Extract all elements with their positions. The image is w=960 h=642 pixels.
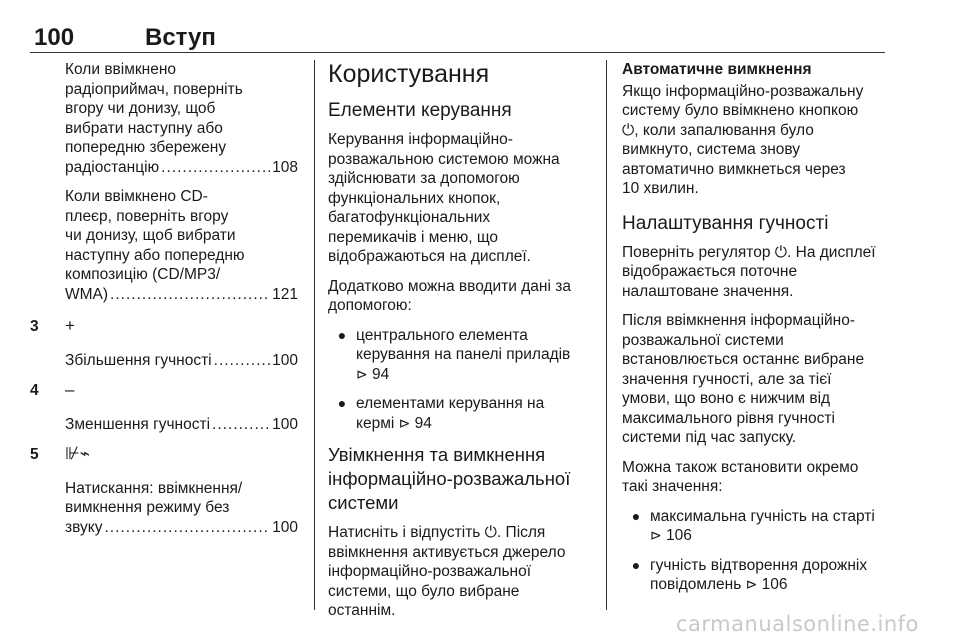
text-line: автоматично вимкнеться через	[622, 160, 846, 178]
page-ref-arrow-icon: ⊳	[745, 576, 758, 592]
text-line: ⏻, коли запалювання було	[622, 121, 814, 139]
list-item	[622, 507, 890, 546]
text-line: Додатково можна вводити дані за	[328, 277, 571, 295]
column-divider-2	[606, 60, 607, 610]
toc-text: звуку	[65, 518, 103, 536]
text-line: вимкнення режиму без	[65, 499, 230, 516]
paragraph	[328, 523, 590, 621]
paragraph	[622, 243, 890, 302]
text-line: Після ввімкнення інформаційно-	[622, 312, 856, 329]
paragraph	[328, 130, 590, 267]
text-line: інформаційно-розважальної	[328, 468, 571, 489]
text-line: Коли ввімкнено CD-	[65, 188, 208, 205]
toc-line	[65, 415, 298, 435]
toc-line	[65, 518, 298, 538]
item-4	[30, 380, 298, 401]
text-line: відображаються на дисплеї.	[328, 248, 531, 265]
toc-line	[65, 158, 298, 178]
text-line: Якщо інформаційно-розважальну	[622, 82, 864, 100]
page-ref[interactable]: 106	[761, 576, 788, 593]
text-line: системи, що було вибране	[328, 582, 520, 600]
text-line: гучність відтворення дорожніх	[650, 556, 868, 574]
column-divider-1	[314, 60, 315, 610]
text-line: максимальна гучність на старті	[650, 507, 875, 525]
text-line: кермі	[356, 414, 395, 432]
column-3	[622, 60, 890, 605]
text-line: систему було ввімкнено кнопкою	[622, 102, 859, 119]
text-line: максимального рівня гучності	[622, 409, 835, 427]
page-ref[interactable]: 106	[666, 527, 692, 544]
bullet-icon: ●	[337, 326, 347, 343]
text-line: останнім.	[328, 602, 396, 619]
item-number: 3	[30, 318, 39, 335]
watermark: carmanualsonline.info	[676, 612, 919, 636]
bullet-icon: ●	[631, 556, 641, 573]
paragraph	[328, 277, 590, 316]
list-item	[328, 326, 590, 385]
text-line: інформаційно-розважальної	[328, 563, 532, 580]
mute-icon: ⊮⌁	[65, 444, 91, 463]
page-ref-arrow-icon: ⊳	[356, 365, 368, 382]
item-number: 5	[30, 446, 39, 463]
subsection-title: Налаштування гучності	[622, 212, 829, 234]
page-header	[30, 18, 885, 53]
toc-text: Зменшення гучності	[65, 415, 211, 433]
page-ref[interactable]: 108	[272, 158, 298, 176]
toc-text: Збільшення гучності	[65, 351, 212, 369]
paragraph	[622, 82, 890, 199]
text-line: центрального елемента	[356, 326, 528, 344]
text-line: Поверніть регулятор ⏻. На дисплеї	[622, 243, 876, 261]
toc-line	[65, 351, 298, 371]
text-line: вимкнуто, система знову	[622, 141, 801, 158]
page-number: 100	[34, 24, 75, 51]
cd-block	[30, 187, 298, 304]
toc-text: радіостанцію	[65, 158, 160, 176]
text-line: вгору чи донизу, щоб	[65, 100, 216, 117]
text-line: наступну або попередню	[65, 246, 245, 264]
bullet-icon: ●	[337, 395, 347, 411]
page-ref-arrow-icon: ⊳	[398, 414, 411, 431]
text-line: допомогою:	[328, 297, 412, 314]
bullet-icon: ●	[631, 507, 641, 524]
paragraph	[622, 458, 890, 497]
list-item	[622, 556, 890, 595]
page-ref[interactable]: 94	[372, 365, 390, 383]
text-line: радіоприймач, поверніть	[65, 80, 243, 98]
toc-text: WMA)	[65, 285, 109, 303]
text-line: елементами керування на	[356, 395, 545, 412]
text-line: Можна також встановити окремо	[622, 458, 859, 476]
text-line: значення гучності, але за тієї	[622, 370, 832, 388]
text-line: попередню збережену	[65, 139, 227, 156]
item-5-desc	[30, 479, 298, 538]
section-title: Користування	[328, 60, 490, 88]
text-line: Натискання: ввімкнення/	[65, 479, 243, 497]
column-1	[30, 60, 298, 547]
text-line: композицію (CD/MP3/	[65, 266, 221, 283]
text-line: здійснювати за допомогою	[328, 170, 520, 187]
item-4-desc	[30, 415, 298, 435]
text-line: повідомлень	[650, 576, 742, 593]
text-line: Коли ввімкнено	[65, 61, 177, 78]
text-line: вибрати наступну або	[65, 119, 223, 137]
column-2	[328, 60, 590, 631]
item-number: 4	[30, 382, 39, 399]
page-ref[interactable]: 100	[272, 415, 298, 433]
text-line: розважальною системою можна	[328, 150, 560, 168]
page-ref[interactable]: 121	[272, 285, 298, 303]
toc-line	[65, 285, 298, 305]
text-line: умови, що воно є нижчим від	[622, 390, 831, 407]
minus-icon: –	[65, 380, 75, 399]
subsection-title	[328, 443, 590, 515]
subsection-title: Автоматичне вимкнення	[622, 61, 812, 78]
text-line: системи під час запуску.	[622, 429, 797, 446]
text-line: Натисніть і відпустіть ⏻. Після	[328, 524, 546, 541]
subsection-title: Елементи керування	[328, 100, 512, 121]
page-ref-arrow-icon: ⊳	[650, 527, 662, 543]
text-line: багатофункціональних	[328, 209, 491, 226]
text-line: функціональних кнопок,	[328, 189, 501, 207]
item-5	[30, 444, 298, 465]
list-item	[328, 394, 590, 433]
text-line: такі значення:	[622, 478, 723, 495]
text-line: плеєр, поверніть вгору	[65, 207, 229, 225]
text-line: ввімкнення активується джерело	[328, 543, 566, 561]
text-line: системи	[328, 492, 399, 513]
text-line: чи донизу, щоб вибрати	[65, 227, 236, 244]
item-3-desc	[30, 351, 298, 371]
radio-block	[30, 60, 298, 177]
text-line: 10 хвилин.	[622, 180, 699, 197]
page-ref[interactable]: 100	[272, 351, 298, 369]
text-line: Увімкнення та вимкнення	[328, 444, 546, 465]
text-line: перемикачів і меню, що	[328, 228, 499, 246]
text-line: керування на панелі приладів	[356, 346, 571, 363]
plus-icon: +	[65, 316, 75, 335]
chapter-title: Вступ	[145, 24, 216, 51]
item-3	[30, 316, 298, 337]
paragraph	[622, 311, 890, 448]
text-line: налаштоване значення.	[622, 282, 794, 300]
text-line: встановлюється останнє вибране	[622, 351, 865, 368]
text-line: Керування інформаційно-	[328, 131, 513, 148]
page-ref[interactable]: 94	[414, 414, 432, 432]
text-line: відображається поточне	[622, 263, 798, 280]
text-line: розважальної системи	[622, 331, 784, 349]
page-ref[interactable]: 100	[272, 518, 298, 536]
